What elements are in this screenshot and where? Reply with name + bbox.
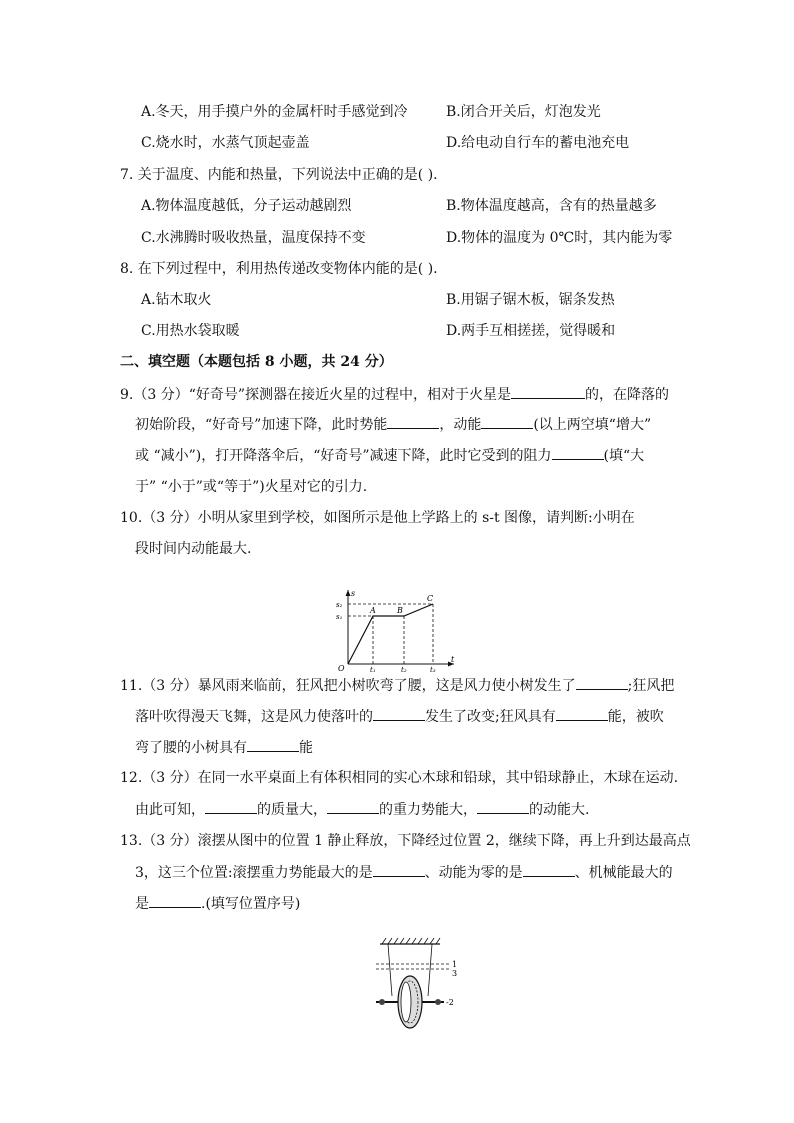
q8-option-b: B.用锯子锯木板，锯条发热 [446, 292, 615, 308]
s-axis-label: s [351, 589, 356, 598]
answer-blank[interactable] [149, 893, 201, 908]
q13-line-1: 13.（3 分）滚摆从图中的位置 1 静止释放，下降经过位置 2，继续下降，再上升到达最高点 [120, 833, 691, 849]
axle-right-end [435, 999, 441, 1005]
answer-blank[interactable] [556, 706, 608, 721]
q12-line-1: 12.（3 分）在同一水平桌面上有体积相同的实心木球和铅球，其中铅球静止，木球在运动. [120, 770, 679, 786]
t1-label: t₁ [370, 666, 376, 672]
answer-blank[interactable] [523, 862, 575, 877]
answer-blank[interactable] [387, 414, 439, 429]
q7-option-c: C.水沸腾时吸收热量，温度保持不变 [141, 230, 366, 246]
q11-text: ;狂风把 [627, 678, 675, 694]
q9-line-1 [120, 384, 669, 405]
q10-line-2: 段时间内动能最大. [135, 541, 252, 557]
q9-text: 9.（3 分）“好奇号”探测器在接近火星的过程中，相对于火星是 [120, 387, 512, 403]
point-b-label: B [397, 606, 403, 615]
q9-line-3 [135, 445, 644, 466]
answer-blank[interactable] [477, 799, 529, 814]
q11-text: 发生了改变;狂风具有 [425, 709, 556, 725]
wheel-face [401, 982, 411, 1022]
axle-left-end [379, 999, 385, 1005]
answer-blank[interactable] [373, 706, 425, 721]
s-axis-arrow [346, 590, 351, 596]
q9-text: (以上两空填“增大” [533, 417, 652, 433]
q7-option-b: B.物体温度越高，含有的热量越多 [446, 198, 657, 214]
t3-label: t₃ [430, 666, 436, 672]
q9-line-2 [135, 414, 651, 435]
q13-text: 、机械能最大的 [574, 865, 673, 881]
q12-text: 由此可知， [135, 802, 205, 818]
q8-option-c: C.用热水袋取暖 [141, 323, 240, 339]
q9-text: ，动能 [439, 417, 482, 433]
answer-blank[interactable] [373, 862, 425, 877]
right-string [428, 944, 432, 996]
s2-label: s₂ [336, 601, 343, 609]
s1-label: s₁ [336, 613, 343, 621]
answer-blank[interactable] [205, 799, 257, 814]
answer-blank[interactable] [481, 414, 533, 429]
q8-option-a: A.钻木取火 [141, 292, 212, 308]
q12-line-2 [135, 799, 589, 820]
q13-line-2 [135, 862, 673, 883]
pendulum-figure [370, 936, 470, 1032]
q9-text: 的，在降落的 [585, 387, 670, 403]
origin-label: O [338, 664, 345, 672]
q11-text: 能 [299, 740, 313, 756]
answer-blank[interactable] [327, 799, 379, 814]
q9-text: 初始阶段，“好奇号”加速下降，此时势能 [135, 417, 388, 433]
q8-option-d: D.两手互相搓搓，觉得暖和 [446, 323, 616, 339]
q13-text: 是 [135, 896, 149, 912]
q13-text: 、动能为零的是 [424, 865, 523, 881]
section-title: 二、填空题（本题包括 8 小题，共 24 分） [120, 354, 393, 370]
point-c-label: C [427, 594, 434, 603]
q8-stem: 8. 在下列过程中，利用热传递改变物体内能的是( ). [120, 261, 438, 277]
left-string [388, 944, 392, 996]
q11-text: 11.（3 分）暴风雨来临前，狂风把小树吹弯了腰，这是风力使小树发生了 [120, 678, 576, 694]
st-line [348, 604, 433, 664]
st-graph [330, 588, 460, 672]
q9-text: (填“大 [603, 448, 645, 464]
q7-option-a: A.物体温度越低，分子运动越剧烈 [141, 198, 352, 214]
q12-text: 的动能大. [529, 802, 590, 818]
q6-option-a: A.冬天，用手摸户外的金属杆时手感觉到冷 [141, 104, 408, 120]
q11-line-1 [120, 675, 674, 696]
q13-line-3 [135, 893, 300, 914]
answer-blank[interactable] [511, 384, 585, 399]
point-a-label: A [370, 606, 376, 615]
q12-text: 的重力势能大， [379, 802, 477, 818]
q7-option-d: D.物体的温度为 0℃时，其内能为零 [446, 230, 673, 246]
q13-text: 3，这三个位置:滚摆重力势能最大的是 [135, 865, 373, 881]
position-2-label: -2 [446, 998, 454, 1007]
q6-option-d: D.给电动自行车的蓄电池充电 [446, 135, 630, 151]
answer-blank[interactable] [552, 445, 604, 460]
q6-option-b: B.闭合开关后，灯泡发光 [446, 104, 601, 120]
q9-line-4: 于” “小于”或“等于”)火星对它的引力. [135, 479, 368, 495]
q11-line-2 [135, 706, 664, 727]
answer-blank[interactable] [576, 675, 628, 690]
t2-label: t₂ [401, 666, 407, 672]
q6-option-c: C.烧水时，水蒸气顶起壶盖 [141, 135, 310, 151]
answer-blank[interactable] [247, 737, 299, 752]
q13-text: .(填写位置序号) [201, 896, 301, 912]
q11-line-3 [135, 737, 313, 758]
t-axis-label: t [451, 655, 455, 664]
position-3-label: 3 [452, 969, 458, 978]
q7-stem: 7. 关于温度、内能和热量，下列说法中正确的是( ). [120, 167, 438, 183]
q10-line-1: 10.（3 分）小明从家里到学校，如图所示是他上学路上的 s-t 图像，请判断:小明在 [120, 510, 635, 526]
q11-text: 能，被吹 [607, 709, 664, 725]
position-1-label: 1 [452, 960, 458, 969]
q12-text: 的质量大， [257, 802, 327, 818]
q9-text: 或 “减小”)，打开降落伞后，“好奇号”减速下降，此时它受到的阻力 [135, 448, 552, 464]
q11-text: 落叶吹得漫天飞舞，这是风力使落叶的 [135, 709, 373, 725]
ceiling-hatch [382, 938, 440, 944]
q11-text: 弯了腰的小树具有 [135, 740, 247, 756]
